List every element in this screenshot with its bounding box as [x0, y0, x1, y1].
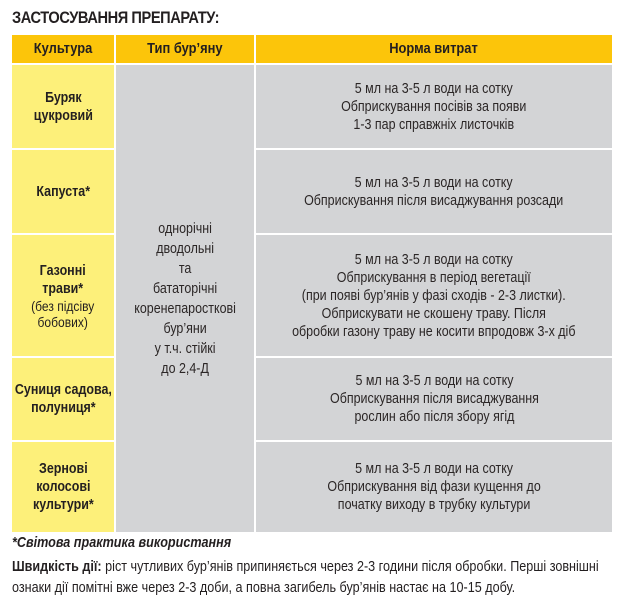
norm-line: Обприскування після висаджування розсади: [304, 192, 564, 209]
table-row-norm: [256, 65, 612, 148]
table-row-norm: [256, 442, 612, 532]
weed-type-line: бур’яни: [163, 320, 207, 337]
crop-line: Зернові: [38, 461, 88, 477]
header-weed-type: [116, 35, 254, 63]
norm-line: обробки газону траву не косити впродовж 3-х діб: [292, 323, 576, 340]
norm-line: початку виходу в трубку культури: [337, 497, 531, 513]
weed-type-line: та: [178, 260, 192, 277]
crop-note-line: (без підсіву: [31, 297, 95, 314]
norm-line: рослин або після збору ягід: [354, 409, 514, 425]
table-row-crop: [12, 65, 114, 148]
weed-type-line: коренепаросткові: [134, 300, 236, 317]
table-row-crop: [12, 358, 114, 440]
speed-of-action: [12, 556, 600, 598]
weed-type-line: до 2,4-Д: [161, 360, 209, 377]
weed-type-line: у т.ч. стійкі: [154, 340, 216, 357]
norm-line: 5 мл на 3-5 л води на сотку: [355, 251, 513, 268]
weed-type-text: [134, 219, 236, 379]
speed-text-line: ознаки дії помітні вже через 2-3 доби, а повна загибель бур’янів настає на 10-15 добу.: [12, 579, 516, 596]
header-norm: [256, 35, 612, 63]
crop-line: Капуста*: [36, 183, 90, 200]
header-norm-label: Норма витрат: [389, 40, 479, 57]
norm-line: 5 мл на 3-5 л води на сотку: [355, 174, 513, 191]
crop-line: Суниця садова,: [14, 382, 112, 398]
table-row-norm: [256, 358, 612, 440]
crop-line: трави*: [42, 280, 84, 297]
table-row-crop: [12, 235, 114, 356]
header-crop-label: Культура: [33, 40, 93, 57]
crop-line: Буряк: [44, 89, 82, 106]
crop-line: колосові: [35, 479, 91, 495]
crop-line: цукровий: [33, 107, 93, 124]
norm-line: 5 мл на 3-5 л води на сотку: [355, 373, 513, 389]
norm-line: Обприскування в період вегетації: [337, 269, 531, 286]
header-weed-type-label: Тип бур’яну: [147, 40, 223, 57]
norm-line: 1-3 пар справжніх листочків: [353, 116, 515, 133]
norm-line: Обприскування посівів за появи: [341, 98, 527, 115]
norm-line: Обприскування від фази кущення до: [327, 479, 541, 495]
norm-line: Обприскування після висаджування: [329, 391, 539, 407]
weed-type-line: дводольні: [156, 240, 214, 257]
table-row-crop: [12, 442, 114, 532]
norm-line: Обприскувати не скошену траву. Після: [321, 305, 547, 322]
norm-line: 5 мл на 3-5 л води на сотку: [355, 80, 513, 97]
weed-type-line: бататорічні: [152, 280, 218, 297]
norm-line: (при появі бур’янів у фазі сходів - 2-3 листки).: [302, 287, 566, 304]
crop-line: полуниця*: [30, 400, 96, 416]
footnote: *Світова практика використання: [12, 534, 232, 551]
section-title: ЗАСТОСУВАННЯ ПРЕПАРАТУ:: [12, 8, 220, 27]
speed-label: Швидкість дії:: [12, 558, 102, 575]
table-row-norm: [256, 235, 612, 356]
norm-line: 5 мл на 3-5 л води на сотку: [355, 461, 513, 477]
speed-text-line: ріст чутливих бур’янів припиняється через 2-3 години після обробки. Перші зовнішні: [101, 558, 599, 575]
weed-type-cell: [116, 65, 254, 532]
weed-type-line: однорічні: [158, 220, 212, 237]
crop-note-line: бобових): [37, 313, 89, 330]
crop-line: Газонні: [39, 262, 87, 279]
table-row-crop: [12, 150, 114, 233]
table-row-norm: [256, 150, 612, 233]
header-crop: [12, 35, 114, 63]
crop-line: культури*: [32, 497, 94, 513]
